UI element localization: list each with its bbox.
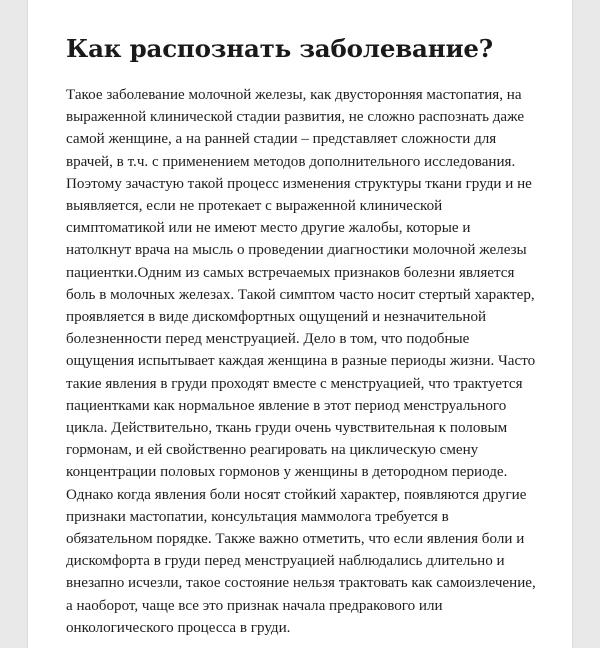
document-page [28,0,572,648]
article [66,28,538,639]
article-title: Как распознать заболевание? [66,34,493,63]
article-body: Такое заболевание молочной железы, как двусторонняя мастопатия, на выраженной клинической стадии развития, не сложно распознать даже самой женщине, а на ранней стадии – представляет сложности для врачей, в т.ч. с применением методов дополнительного исследования. Поэтому зачастую такой процесс изменения структуры ткани груди и не выявляется, если не протекает с выраженной клинической симптоматикой или не имеют место другие жалобы, которые и натолкнут врача на мысль о проведении диагностики молочной железы пациентки.Одним из самых встречаемых признаков болезни является боль в молочных железах. Такой симптом часто носит стертый характер, проявляется в виде дискомфортных ощущений и незначительной болезненности перед менструацией. Дело в том, что подобные ощущения испытывает каждая женщина в разные периоды жизни. Часто такие явления в груди проходят вместе с менструацией, что трактуется пациентками как нормальное явление в этот период менструального цикла. Действительно, ткань груди очень чувствительная к половым гормонам, и ей свойственно реагировать на циклическую смену концентрации половых гормонов у женщины в детородном периоде. Однако когда явления боли носят стойкий характер, появляются другие признаки мастопатии, консультация маммолога требуется в обязательном порядке. Также важно отметить, что если явления боли и дискомфорта в груди перед менструацией наблюдались длительно и внезапно исчезли, такое состояние нельзя трактовать как самоизлечение, а наоборот, чаще все это признак начала предракового или онкологического процесса в груди. [66,87,536,636]
